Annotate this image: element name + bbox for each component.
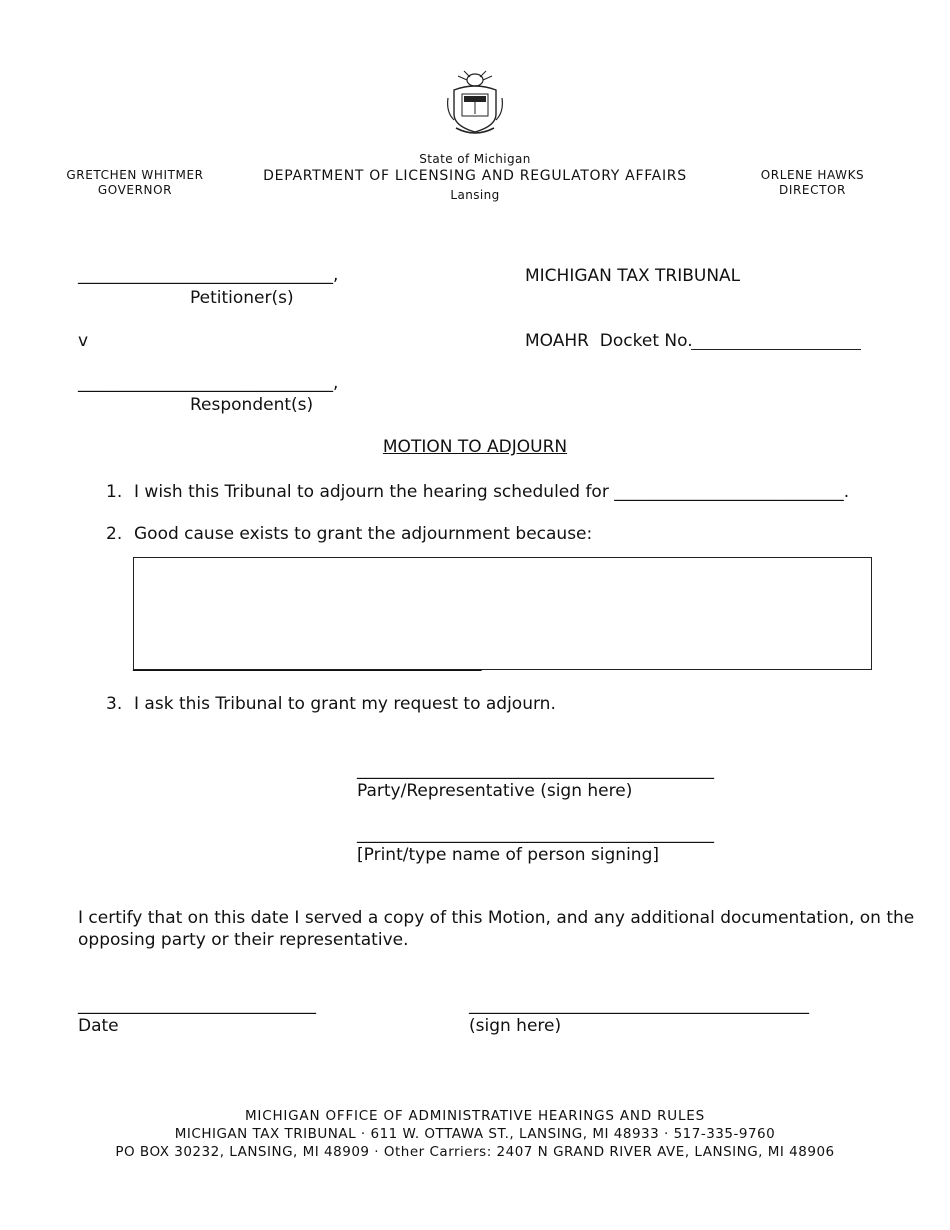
- certify-text: I certify that on this date I served a copy of this Motion, and any additional documentation, on the: [78, 908, 915, 928]
- item-number: 3.: [106, 694, 123, 714]
- department-name: DEPARTMENT OF LICENSING AND REGULATORY AFFAIRS: [263, 168, 687, 184]
- director-name: ORLENE HAWKS: [760, 168, 865, 182]
- date-line[interactable]: ____________________________: [78, 995, 316, 1015]
- item-good-cause: Good cause exists to grant the adjournment because:: [134, 524, 593, 544]
- petitioner-blank[interactable]: ______________________________,: [78, 265, 339, 285]
- state-seal-icon: [444, 68, 506, 138]
- date-label: Date: [78, 1016, 119, 1036]
- printed-name-line[interactable]: __________________________________________: [357, 824, 714, 844]
- certify-signature-label: (sign here): [469, 1016, 562, 1036]
- director-title: DIRECTOR: [779, 183, 846, 197]
- governor-name: GRETCHEN WHITMER: [66, 168, 204, 182]
- printed-name-label: [Print/type name of person signing]: [357, 845, 659, 865]
- signature-label: Party/Representative (sign here): [357, 781, 633, 801]
- petitioner-label: Petitioner(s): [190, 288, 294, 308]
- item-number: 1.: [106, 482, 123, 502]
- city-name: Lansing: [450, 188, 500, 202]
- docket-number-field[interactable]: [691, 349, 861, 350]
- versus-label: v: [78, 331, 89, 351]
- item-request: I ask this Tribunal to grant my request to adjourn.: [134, 694, 556, 714]
- item-number: 2.: [106, 524, 123, 544]
- item-adjourn-date[interactable]: I wish this Tribunal to adjourn the hearing scheduled for ___________________________.: [134, 482, 850, 502]
- footer-mailing: PO BOX 30232, LANSING, MI 48909 · Other Carriers: 2407 N GRAND RIVER AVE, LANSING, MI 48906: [115, 1144, 835, 1160]
- signature-line[interactable]: __________________________________________: [357, 760, 714, 780]
- certify-text-cont: opposing party or their representative.: [78, 930, 409, 950]
- reason-underline: _________________________________________: [133, 652, 482, 672]
- state-name: State of Michigan: [419, 152, 531, 166]
- docket-label: MOAHR Docket No.: [525, 331, 693, 351]
- footer-agency: MICHIGAN OFFICE OF ADMINISTRATIVE HEARINGS AND RULES: [244, 1108, 705, 1124]
- governor-title: GOVERNOR: [97, 183, 173, 197]
- respondent-label: Respondent(s): [190, 395, 314, 415]
- tribunal-name: MICHIGAN TAX TRIBUNAL: [525, 266, 741, 286]
- certify-signature-line[interactable]: ________________________________________: [469, 995, 809, 1015]
- footer-address: MICHIGAN TAX TRIBUNAL · 611 W. OTTAWA ST., LANSING, MI 48933 · 517-335-9760: [174, 1126, 776, 1142]
- respondent-blank[interactable]: ______________________________,: [78, 373, 339, 393]
- motion-title: MOTION TO ADJOURN: [382, 437, 568, 457]
